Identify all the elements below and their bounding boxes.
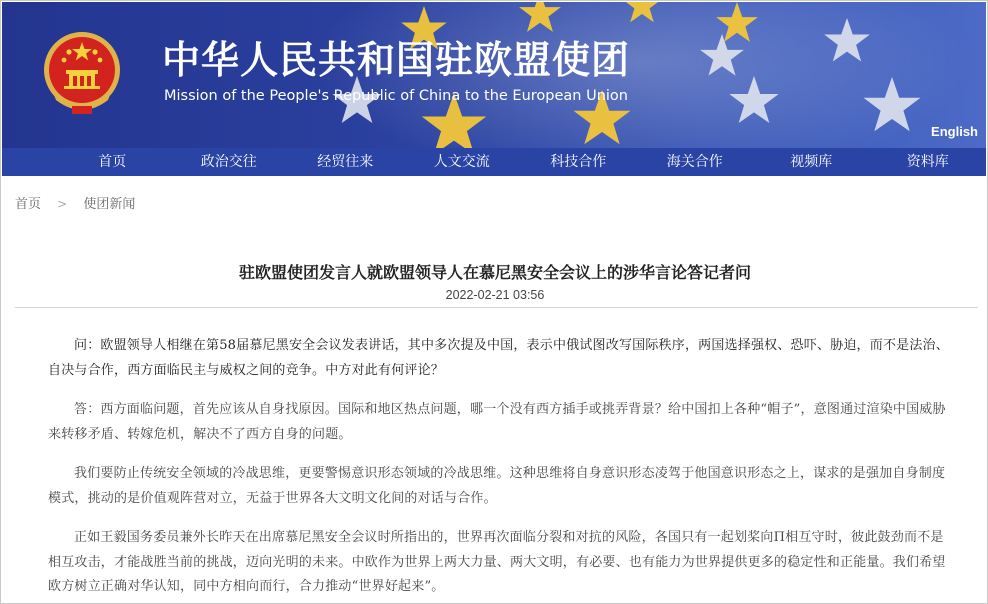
nav-item-economy-trade[interactable]: 经贸往来 [317, 154, 374, 170]
article-paragraph: 答：西方面临问题，首先应该从自身找原因。国际和地区热点问题，哪一个没有西方插手或挑弄背景？给中国扣上各种“帽子”，意图通过渲染中国威胁来转移矛盾、转嫁危机，解决不了西方自身的问题。 [48, 402, 946, 442]
breadcrumb-current-link[interactable]: 使团新闻 [83, 197, 136, 212]
title-divider [15, 307, 978, 308]
article-paragraph-question: 问：欧盟领导人相继在第58届慕尼黑安全会议发表讲话，其中多次提及中国，表示中俄试图改写国际秩序，两国选择强权、恐吓、胁迫，而不是法治、自决与合作，西方面临民主与威权之间的竞争。中方对此有何评论？ [48, 338, 949, 378]
nav-item-politics[interactable]: 政治交往 [200, 154, 257, 170]
site-title: 中华人民共和国驻欧盟使团 [162, 38, 631, 82]
nav-item-science[interactable]: 科技合作 [550, 154, 607, 170]
nav-item-customs[interactable]: 海关合作 [666, 154, 723, 170]
site-banner [2, 2, 986, 148]
article-date: 2022-02-21 03:56 [445, 288, 545, 302]
breadcrumb-home-link[interactable]: 首页 [15, 197, 42, 212]
article-paragraph: 正如王毅国务委员兼外长昨天在出席慕尼黑安全会议时所指出的，世界再次面临分裂和对抗的风险，各国只有一起划桨向П相互守时，彼此鼓劲而不是相互攻击，才能战胜当前的挑战，迈向光明的未来。中欧作为世界上两大力量、两大文明，有必要、也有能力为世界提供更多的稳定性和正能量。我们希望欧方树立正确对华认知，同中方相向而行，合力推动“世界好起来”。 [48, 530, 946, 594]
nav-item-archive[interactable]: 资料库 [906, 154, 949, 170]
article-title: 驻欧盟使团发言人就欧盟领导人在慕尼黑安全会议上的涉华言论答记者问 [238, 263, 751, 282]
english-language-link[interactable]: English [931, 124, 978, 139]
breadcrumb-separator: > [57, 197, 68, 211]
article-body [48, 334, 953, 604]
nav-item-home[interactable]: 首页 [98, 154, 127, 170]
article-paragraph: 我们要防止传统安全领域的冷战思维，更要警惕意识形态领域的冷战思维。这种思维将自身意识形态凌驾于他国意识形态之上，谋求的是强加自身制度模式，挑动的是价值观阵营对立，无益于世界各大文明文化间的对话与合作。 [48, 466, 946, 506]
site-subtitle: Mission of the People's Republic of China to the European Union [164, 88, 628, 104]
main-nav [2, 148, 986, 176]
nav-item-video[interactable]: 视频库 [790, 154, 833, 170]
nav-item-culture[interactable]: 人文交流 [433, 154, 490, 170]
breadcrumb [15, 193, 135, 212]
national-emblem-icon [42, 28, 122, 118]
